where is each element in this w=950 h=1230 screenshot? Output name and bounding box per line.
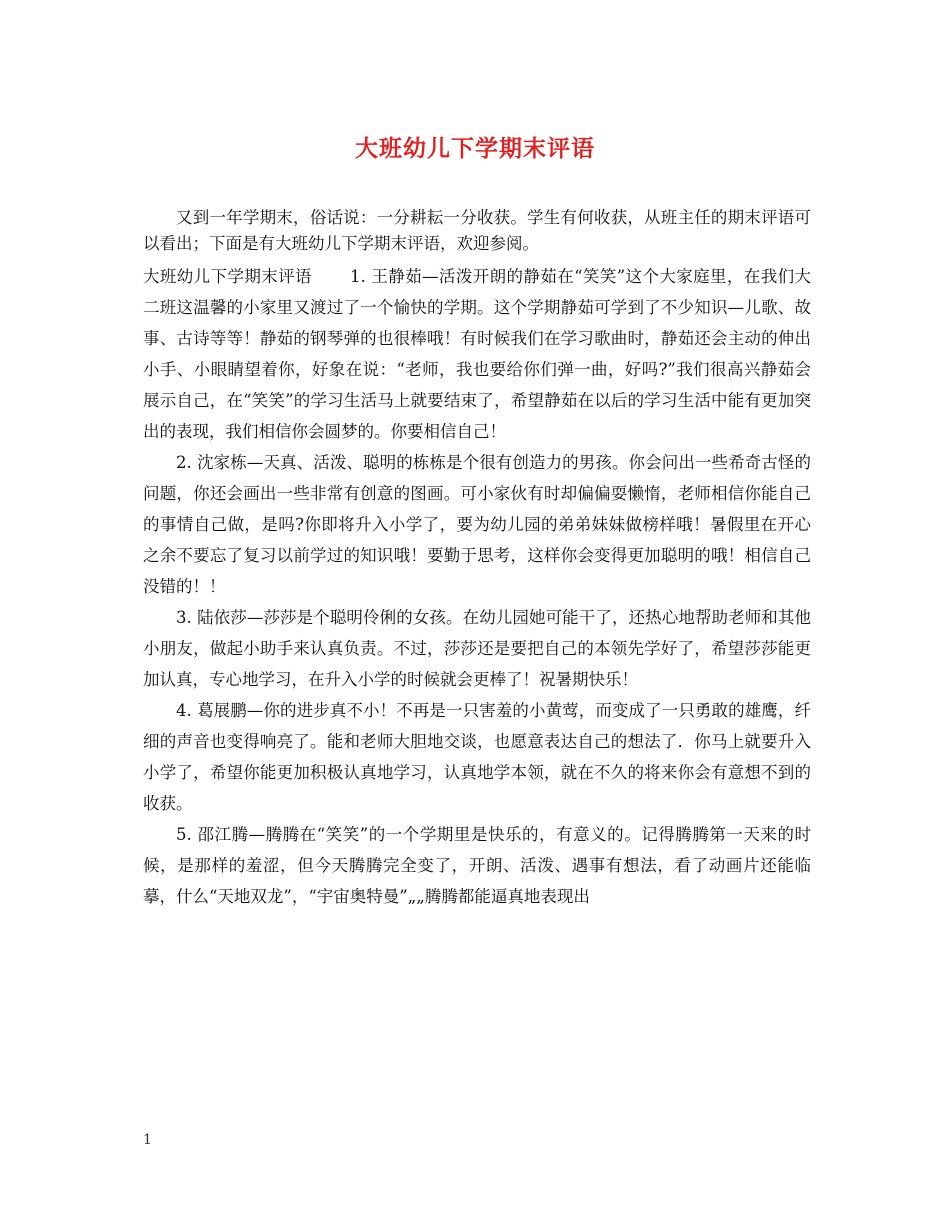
comment-item-3: 3. 陆依莎—莎莎是个聪明伶俐的女孩。在幼儿园她可能干了，还热心地帮助老师和其他小朋友，做起小助手来认真负责。不过，莎莎还是要把自己的本领先学好了，希望莎莎能更加认真，专心地学习，在升入小学的时候就会更棒了！祝暑期快乐！ [143, 608, 811, 689]
page-number: 1 [143, 1132, 152, 1148]
section-heading: 大班幼儿下学期末评语 [143, 267, 312, 286]
document-title: 大班幼儿下学期末评语 [355, 135, 595, 162]
comment-item-2: 2. 沈家栋—天真、活泼、聪明的栋栋是个很有创造力的男孩。你会问出一些希奇古怪的问题，你还会画出一些非常有创意的图画。可小家伙有时却偏偏耍懒惰，老师相信你能自己的事情自己做，是吗?你即将升入小学了，要为幼儿园的弟弟妹妹做榜样哦！暑假里在开心之余不要忘了复习以前学过的知识哦！要勤于思考，这样你会变得更加聪明的哦！相信自己没错的！！ [143, 453, 811, 596]
comment-item-1 [143, 261, 811, 447]
comment-item-5: 5. 邵江腾—腾腾在“笑笑”的一个学期里是快乐的，有意义的。记得腾腾第一天来的时候，是那样的羞涩，但今天腾腾完全变了，开朗、活泼、遇事有想法，看了动画片还能临摹，什么“天地双龙”，“宇宙奥特曼”„„腾腾都能逼真地表现出 [143, 825, 811, 906]
comment-item-4: 4. 葛展鹏—你的进步真不小！不再是一只害羞的小黄莺，而变成了一只勇敢的雄鹰，纤细的声音也变得响亮了。能和老师大胆地交谈，也愿意表达自己的想法了．你马上就要升入小学了，希望你能更加积极认真地学习，认真地学本领，就在不久的将来你会有意想不到的收获。 [143, 701, 811, 813]
comment-item-1-text: 1. 王静茹—活泼开朗的静茹在“笑笑”这个大家庭里，在我们大二班这温馨的小家里又渡过了一个愉快的学期。这个学期静茹可学到了不少知识—儿歌、故事、古诗等等！静茹的钢琴弹的也很棒哦！有时候我们在学习歌曲时，静茹还会主动的伸出小手、小眼睛望着你，好象在说：“老师，我也要给你们弹一曲，好吗?”我们很高兴静茹会展示自己，在“笑笑”的学习生活马上就要结束了，希望静茹在以后的学习生活中能有更加突出的表现，我们相信你会圆梦的。你要相信自己！ [143, 267, 812, 441]
document-body [143, 205, 811, 912]
intro-paragraph: 又到一年学期末，俗话说：一分耕耘一分收获。学生有何收获，从班主任的期末评语可以看出；下面是有大班幼儿下学期末评语，欢迎参阅。 [143, 208, 811, 253]
